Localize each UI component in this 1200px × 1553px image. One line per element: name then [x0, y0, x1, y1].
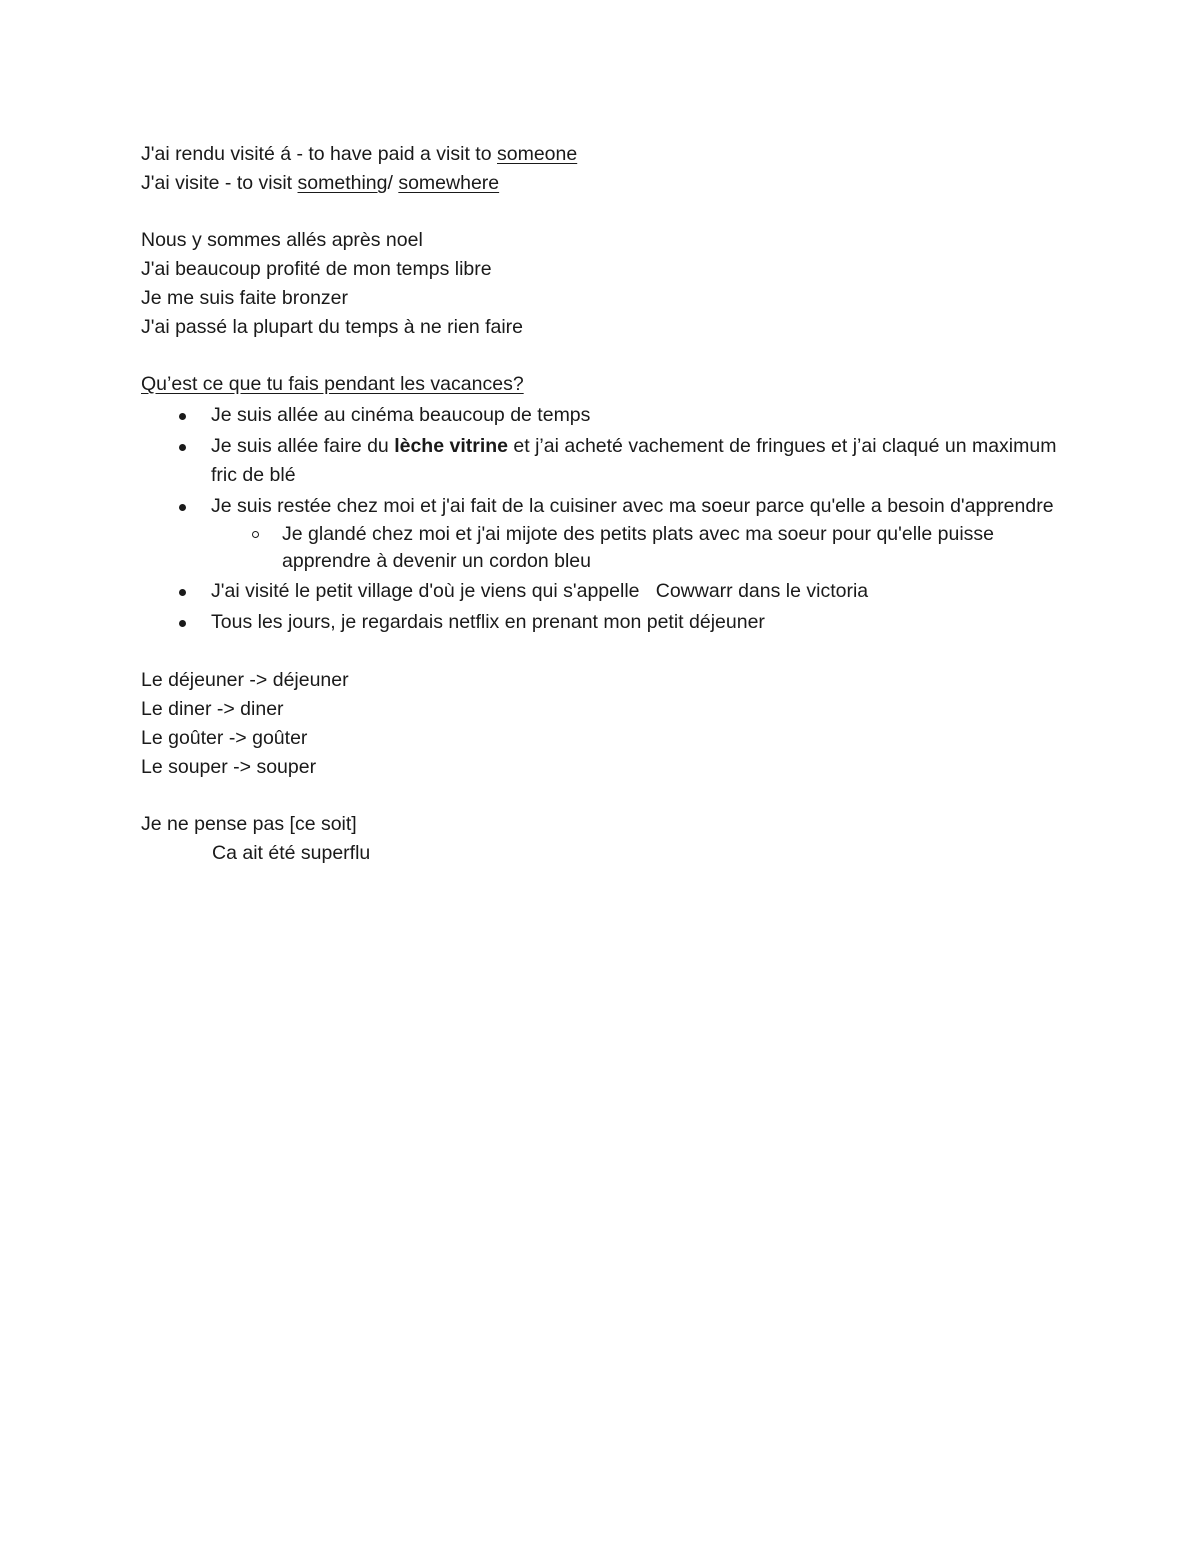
list-item-text: et j’ai acheté vachement de fringues et j’ai claqué un maximum fric de blé: [211, 435, 1057, 486]
bullet-icon: [179, 444, 186, 451]
vocab-text: J'ai visite - to visit: [141, 172, 298, 194]
list-item-text: Je suis allée au cinéma beaucoup de temps: [211, 404, 591, 426]
underlined-word: someone: [497, 143, 578, 165]
separator-text: /: [387, 172, 399, 194]
list-item: [141, 608, 1071, 637]
underlined-word: somewhere: [398, 172, 500, 194]
bold-phrase: lèche vitrine: [394, 435, 508, 457]
sub-list: [141, 521, 1071, 575]
list-item: [141, 577, 1071, 606]
bullet-icon: [179, 589, 186, 596]
list-item-text: Je suis restée chez moi et j'ai fait de la cuisiner avec ma soeur parce qu'elle a besoin d'apprendre: [211, 495, 1054, 517]
meal-line: Le déjeuner -> déjeuner: [141, 669, 349, 691]
spacer: [141, 342, 1071, 370]
bullet-icon: [179, 620, 186, 627]
spacer: [141, 782, 1071, 810]
phrase-line: J'ai beaucoup profité de mon temps libre: [141, 258, 492, 280]
phrase-line: J'ai passé la plupart du temps à ne rien faire: [141, 316, 524, 338]
underlined-word: something: [297, 172, 388, 194]
spacer: [141, 198, 1071, 226]
list-item-text: J'ai visité le petit village d'où je viens qui s'appelle Cowwarr dans le victoria: [211, 580, 869, 602]
closing-indented-line: Ca ait été superflu: [212, 842, 371, 864]
list-item: [141, 432, 1071, 490]
list-item-text: Je suis allée faire du: [211, 435, 395, 457]
hollow-bullet-icon: [252, 531, 259, 538]
list-item: [141, 401, 1071, 430]
document-page: [141, 140, 1071, 868]
bullet-icon: [179, 413, 186, 420]
closing-line: Je ne pense pas [ce soit]: [141, 813, 357, 835]
vocab-line-rendre-visite: [141, 140, 1071, 169]
list-item: [141, 492, 1071, 575]
bullet-icon: [179, 504, 186, 511]
meal-line: Le diner -> diner: [141, 698, 284, 720]
meal-line: Le souper -> souper: [141, 756, 317, 778]
meal-line: Le goûter -> goûter: [141, 727, 308, 749]
vocab-line-visiter: [141, 169, 1071, 198]
phrase-line: Je me suis faite bronzer: [141, 287, 349, 309]
phrase-line: Nous y sommes allés après noel: [141, 229, 423, 251]
question-heading: Qu’est ce que tu fais pendant les vacances?: [141, 373, 524, 395]
spacer: [141, 639, 1071, 666]
list-item-text: Tous les jours, je regardais netflix en prenant mon petit déjeuner: [211, 611, 765, 633]
sub-list-item-text: Je glandé chez moi et j'ai mijote des petits plats avec ma soeur pour qu'elle puisse apprendre à devenir un cordon bleu: [282, 523, 994, 572]
answer-list: [141, 401, 1071, 637]
sub-list-item: [141, 521, 1071, 575]
vocab-text: J'ai rendu visité á - to have paid a visit to: [141, 143, 497, 165]
